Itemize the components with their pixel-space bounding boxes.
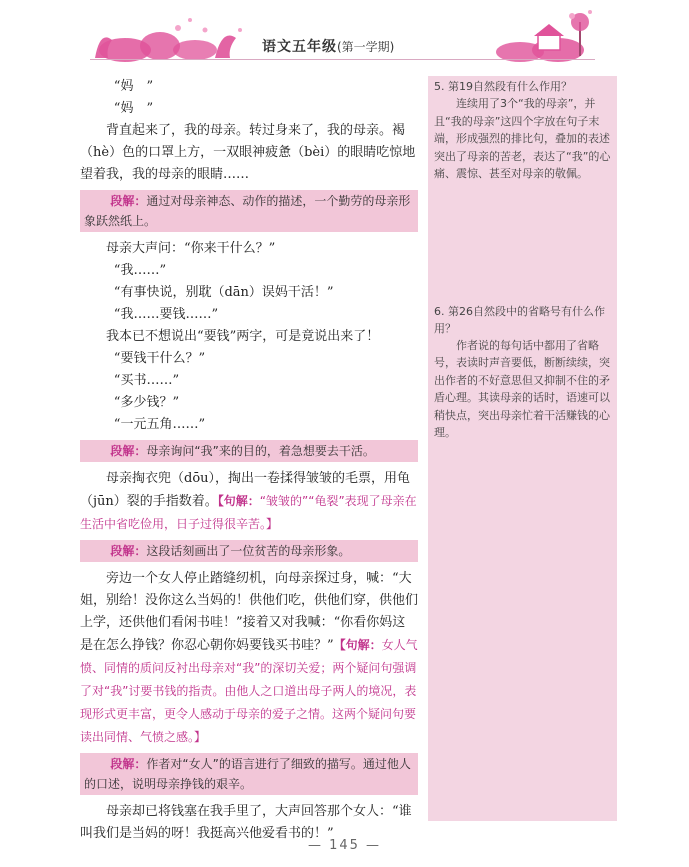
dialog-line: “一元五角……” (113, 417, 206, 432)
section-note-box (80, 540, 418, 562)
sentence-note-label: 【句解： (333, 638, 382, 652)
dialog-line: “妈 ” (113, 79, 154, 94)
header-rule (90, 59, 595, 60)
dialog-line: “要钱干什么？” (113, 351, 206, 366)
note-label: 段解： (110, 194, 147, 208)
paragraph (80, 468, 418, 536)
note-label: 段解： (110, 444, 147, 458)
book-title (262, 36, 394, 56)
side-question-6: 6. 第26自然段中的省略号有什么作用？ (434, 304, 605, 335)
paragraph-text: 母亲掏衣兜（dōu），掏出一卷揉得皱皱的毛票，用龟（jūn）裂的手指数着。 (80, 471, 411, 509)
dialog-line: “买书……” (113, 373, 180, 388)
paragraph: 母亲却已将钱塞在我手里了，大声回答那个女人：“谁叫我们是当妈的呀！我挺高兴他爱看书的！” (80, 804, 412, 841)
dialog-line: “妈 ” (113, 101, 154, 116)
dialog-line: “多少钱？” (113, 395, 180, 410)
sentence-note-text: 女人气愤、同情的质问反衬出母亲对“我”的深切关爱；两个疑问句强调了对“我”讨要书钱的指责。由他人之口道出母子两人的境况，表现形式更丰富，更令人感动于母亲的爱子之情。这两个疑问句要读出同情、气愤之感。】 (80, 638, 418, 744)
paragraph-text: 旁边一个女人停止踏缝纫机，向母亲探过身，喊：“大姐，别给！没你这么当妈的！供他们吃，供他们穿，供他们上学，还供他们看闲书哇！”接着又对我喊：“你看你妈这是在怎么挣钱？你忍心朝你妈要钱买书哇？” (80, 571, 419, 653)
page-number: — 145 — (307, 838, 382, 853)
note-text: 作者对“女人”的语言进行了细致的描写。通过他人的口述，说明母亲挣钱的艰辛。 (84, 757, 411, 791)
sentence-note-text: “皱皱的”“龟裂”表现了母亲在生活中省吃俭用，日子过得很辛苦。】 (80, 494, 417, 531)
paragraph: 背直起来了，我的母亲。转过身来了，我的母亲。褐（hè）色的口罩上方，一双眼神疲惫（bèi）的眼睛吃惊地望着我，我的母亲的眼睛…… (80, 123, 416, 182)
note-text: 母亲询问“我”来的目的，着急想要去干活。 (146, 444, 375, 458)
side-question-5: 5. 第19自然段有什么作用？ (434, 80, 572, 93)
main-text-column (80, 76, 419, 841)
section-note-box (80, 753, 418, 795)
side-question-column (428, 76, 617, 821)
dialog-line: “有事快说，别耽（dān）误妈干活！” (113, 285, 334, 300)
sentence-note (80, 638, 418, 744)
paragraph: 我本已不想说出“要钱”两字，可是竟说出来了！ (106, 329, 380, 344)
side-spacer (428, 183, 617, 301)
note-text: 这段话刻画出了一位贫苦的母亲形象。 (146, 544, 351, 558)
note-text: 通过对母亲神态、动作的描述，一个勤劳的母亲形象跃然纸上。 (84, 194, 411, 228)
note-label: 段解： (110, 544, 147, 558)
note-label: 段解： (110, 757, 147, 771)
book-title-main: 语文五年级 (262, 39, 337, 55)
sentence-note-label: 【句解： (217, 494, 260, 508)
paragraph: 母亲大声问：“你来干什么？” (106, 241, 276, 256)
section-note-box (80, 190, 418, 232)
side-answer-5: 连续用了3个“我的母亲”，并且“我的母亲”这四个字放在句子末端，形成强烈的排比句，叠加的表述突出了母亲的苦老，表达了“我”的心痛、震惊、甚至对母亲的敬佩。 (434, 97, 611, 180)
page-header (0, 0, 689, 78)
side-answer-6: 作者说的每句话中都用了省略号，表读时声音要低，断断续续，突出作者的不好意思但又抑制不住的矛盾心理。其读母亲的话时，语速可以稍快点，突出母亲忙着干活赚钱的心理。 (434, 338, 610, 439)
dialog-line: “我……要钱……” (113, 307, 219, 322)
section-note-box (80, 440, 418, 462)
book-title-sub: (第一学期) (337, 40, 395, 54)
paragraph (80, 568, 418, 749)
dialog-line: “我……” (113, 263, 167, 278)
